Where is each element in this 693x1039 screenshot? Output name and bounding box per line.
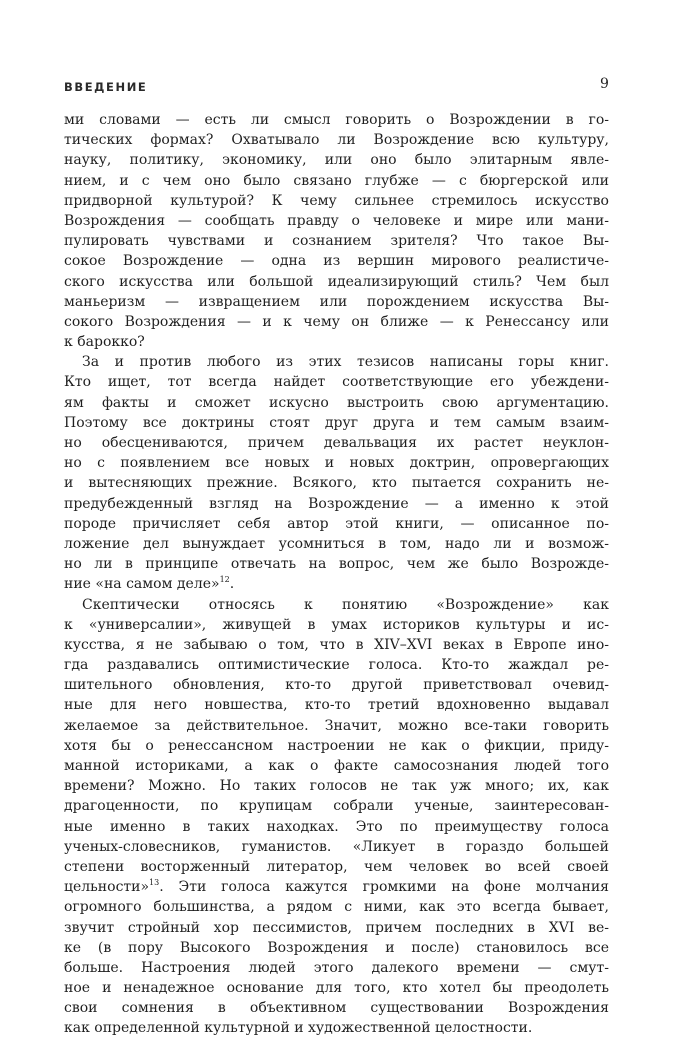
text-line bbox=[64, 958, 609, 978]
line-text: сокое Возрождение — одна из вершин мирового реалистиче- bbox=[64, 253, 609, 270]
text-line bbox=[64, 817, 609, 837]
text-line bbox=[64, 574, 609, 594]
text-line bbox=[64, 453, 609, 473]
text-line bbox=[64, 534, 609, 554]
text-line bbox=[64, 231, 609, 251]
line-text: но обесцениваются, причем девальвация их растет неуклон- bbox=[64, 435, 609, 451]
line-text: ского искусства или большой идеализирующий стиль? Чем был bbox=[64, 273, 609, 290]
line-text: маньеризм — извращением или порождением искусства Вы- bbox=[64, 293, 609, 310]
line-text: придворной культурой? К чему сильнее стремилось искусство bbox=[64, 192, 609, 209]
line-text: ученых-словесников, гуманистов. «Ликует в гораздо большей bbox=[64, 838, 609, 855]
text-line bbox=[64, 897, 609, 917]
line-text: кусства, я не забываю о том, что в XIV–XVI веках в Европе ино- bbox=[64, 636, 609, 653]
line-text-tail: . bbox=[229, 576, 235, 593]
line-text: ные для него новшества, кто-то третий вдохновенно выдавал bbox=[64, 697, 609, 714]
text-line bbox=[64, 110, 609, 130]
line-text: но ли в принципе отвечать на вопрос, чем же было Возрожде- bbox=[64, 556, 609, 573]
line-text: хотя бы о ренессансном настроении не как о фикции, приду- bbox=[64, 737, 609, 754]
text-line bbox=[64, 675, 609, 695]
line-text: степени восторженный литератор, чем человек во всей своей bbox=[64, 858, 609, 875]
line-text: пулировать чувствами и сознанием зрителя? Что такое Вы- bbox=[64, 233, 609, 250]
line-text: манной историками, а как о факте самосознания людей того bbox=[64, 758, 609, 774]
text-line bbox=[64, 332, 609, 352]
text-line bbox=[64, 312, 609, 332]
text-line bbox=[64, 292, 609, 312]
text-line bbox=[64, 756, 609, 776]
line-text: звучит стройный хор пессимистов, причем последних в XVI ве- bbox=[64, 919, 609, 936]
line-text: к «универсалии», живущей в умах историков культуры и ис- bbox=[64, 616, 609, 633]
footnote-ref: 12 bbox=[219, 575, 230, 585]
line-text: породе причисляет себя автор этой книги, — описанное по- bbox=[64, 515, 609, 532]
text-line bbox=[64, 130, 609, 150]
footnote-ref: 13 bbox=[149, 878, 160, 888]
text-line bbox=[64, 716, 609, 736]
line-text: Поэтому все доктрины стоят друг друга и тем самым взаим- bbox=[64, 414, 609, 431]
line-text-tail: . Эти голоса кажутся громкими на фоне молчания bbox=[159, 879, 609, 896]
text-line bbox=[64, 776, 609, 796]
line-text: науку, политику, экономику, или оно было элитарным явле- bbox=[64, 152, 609, 169]
text-line bbox=[64, 393, 609, 413]
text-line bbox=[64, 1018, 609, 1038]
body-text bbox=[64, 110, 609, 1039]
line-text: тических формах? Охватывало ли Возрождение всю культуру, bbox=[64, 132, 609, 149]
line-text: гда раздавались оптимистические голоса. Кто-то жаждал ре- bbox=[64, 657, 609, 674]
line-text: драгоценности, по крупицам собрали ученые, заинтересован- bbox=[64, 798, 609, 815]
text-line bbox=[64, 796, 609, 816]
text-line bbox=[64, 150, 609, 170]
line-text: желаемое за действительное. Значит, можно все-таки говорить bbox=[64, 717, 609, 734]
line-text: больше. Настроения людей этого далекого времени — смут- bbox=[64, 959, 609, 976]
text-line bbox=[64, 433, 609, 453]
line-text: сокого Возрождения — и к чему он ближе — к Ренессансу или bbox=[64, 313, 609, 330]
text-line bbox=[64, 877, 609, 897]
text-line bbox=[64, 372, 609, 392]
text-line bbox=[64, 998, 609, 1018]
text-line bbox=[64, 655, 609, 675]
line-text: предубежденный взгляд на Возрождение — а именно к этой bbox=[64, 495, 609, 512]
text-line bbox=[64, 595, 609, 615]
line-text: и вытесняющих прежние. Всякого, кто пытается сохранить не- bbox=[64, 475, 609, 492]
text-line bbox=[64, 736, 609, 756]
line-text: Возрождения — сообщать правду о человеке и мире или мани- bbox=[64, 212, 609, 229]
line-text: огромного большинства, а рядом с ними, как это всегда бывает, bbox=[64, 899, 609, 916]
running-title: ВВЕДЕНИЕ bbox=[64, 80, 148, 94]
line-text: ние «на самом деле» bbox=[64, 576, 220, 593]
paragraph bbox=[64, 352, 609, 594]
page-number: 9 bbox=[600, 76, 609, 92]
line-text: Скептически относясь к понятию «Возрождение» как bbox=[82, 596, 609, 613]
text-line bbox=[64, 251, 609, 271]
text-line bbox=[64, 514, 609, 534]
text-line bbox=[64, 352, 609, 372]
line-text: ке (в пору Высокого Возрождения и после) становилось все bbox=[64, 939, 609, 956]
text-line bbox=[64, 635, 609, 655]
line-text: к барокко? bbox=[64, 334, 145, 351]
text-line bbox=[64, 272, 609, 292]
text-line bbox=[64, 171, 609, 191]
line-text: шительного обновления, кто-то другой приветствовал очевид- bbox=[64, 677, 609, 694]
line-text: ям факты и сможет искусно выстроить свою аргументацию. bbox=[64, 394, 609, 411]
line-text: ми словами — есть ли смысл говорить о Возрождении в го- bbox=[64, 112, 609, 128]
text-line bbox=[64, 413, 609, 433]
text-line bbox=[64, 857, 609, 877]
line-text: свои сомнения в объективном существовании Возрождения bbox=[64, 1000, 609, 1017]
text-line bbox=[64, 554, 609, 574]
line-text: Кто ищет, тот всегда найдет соответствующие его убеждени- bbox=[64, 374, 609, 391]
line-text: ное и ненадежное основание для того, кто хотел бы преодолеть bbox=[64, 980, 609, 997]
text-line bbox=[64, 191, 609, 211]
paragraph bbox=[64, 110, 609, 352]
text-line bbox=[64, 918, 609, 938]
text-line bbox=[64, 473, 609, 493]
line-text: но с появлением все новых и новых доктрин, опровергающих bbox=[64, 455, 609, 472]
paragraph bbox=[64, 595, 609, 1039]
text-line bbox=[64, 837, 609, 857]
line-text: За и против любого из этих тезисов написаны горы книг. bbox=[82, 354, 609, 371]
line-text: как определенной культурной и художественной целостности. bbox=[64, 1020, 533, 1037]
text-line bbox=[64, 615, 609, 635]
line-text: нием, и с чем оно было связано глубже — с бюргерской или bbox=[64, 172, 609, 189]
line-text: времени? Можно. Но таких голосов не так уж много; их, как bbox=[64, 778, 609, 795]
text-line bbox=[64, 978, 609, 998]
line-text: ложение дел вынуждает усомниться в том, надо ли и возмож- bbox=[64, 535, 609, 552]
text-line bbox=[64, 211, 609, 231]
text-line bbox=[64, 938, 609, 958]
text-line bbox=[64, 695, 609, 715]
text-line bbox=[64, 494, 609, 514]
line-text: ные именно в таких находках. Это по преимуществу голоса bbox=[64, 818, 609, 835]
line-text: цельности» bbox=[64, 879, 150, 896]
